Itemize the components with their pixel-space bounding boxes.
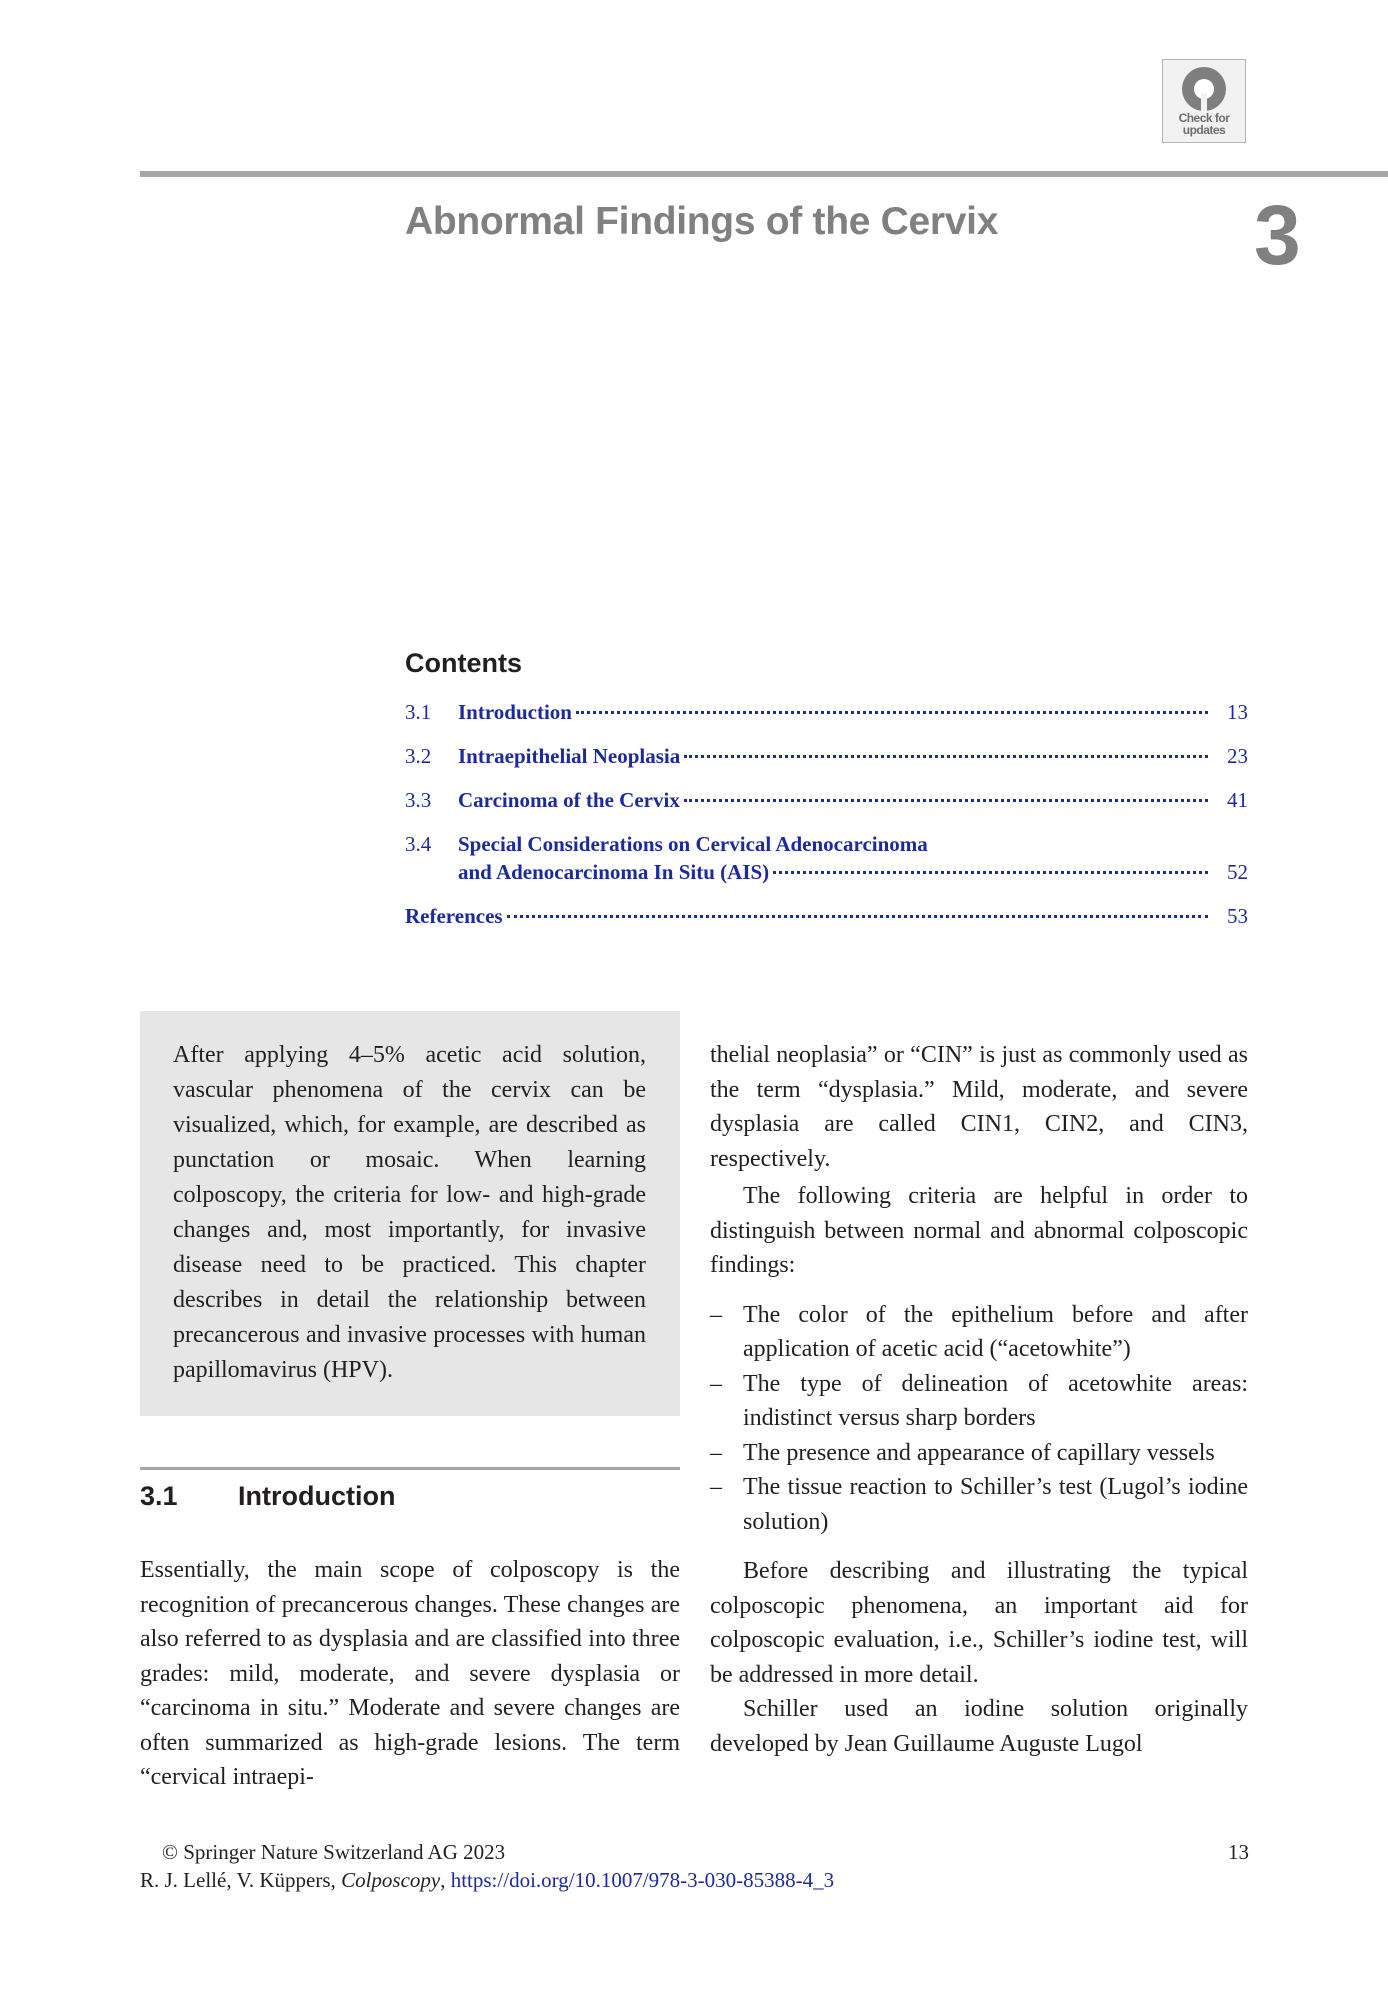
- toc-leader-dots: [576, 711, 1208, 714]
- bullet-dash: –: [710, 1474, 722, 1500]
- toc-leader-dots: [684, 799, 1208, 802]
- section-rule: [140, 1467, 680, 1470]
- citation-book-title: Colposcopy: [341, 1868, 441, 1892]
- body-paragraph: Schiller used an iodine solution originally developed by Jean Guillaume Auguste Lugol: [710, 1696, 1248, 1757]
- list-item: – The tissue reaction to Schiller’s test (Lugol’s iodine solution): [710, 1470, 1248, 1539]
- section-title: Introduction: [238, 1481, 396, 1511]
- chapter-number: 3: [1254, 188, 1301, 282]
- right-column-body: [710, 1038, 1248, 1761]
- toc-references-page: 53: [1227, 904, 1248, 928]
- toc-leader-dots: [507, 915, 1208, 918]
- toc-entry-3-4[interactable]: [405, 830, 1248, 886]
- toc-entry-number: 3.1: [405, 700, 432, 724]
- toc-entry-number: 3.2: [405, 744, 432, 768]
- list-item: – The color of the epithelium before and after application of acetic acid (“acetowhite”): [710, 1298, 1248, 1367]
- toc-leader-dots: [773, 871, 1208, 874]
- footer-citation: [140, 1868, 834, 1893]
- toc-entry-title: Intraepithelial Neoplasia: [458, 744, 681, 768]
- toc-entry-number: 3.4: [405, 832, 432, 856]
- footer-copyright: © Springer Nature Switzerland AG 2023: [162, 1840, 506, 1864]
- toc-entry-page: 52: [1227, 860, 1248, 884]
- doi-link[interactable]: https://doi.org/10.1007/978-3-030-85388-4_3: [450, 1868, 835, 1892]
- toc-entry-page: 41: [1227, 788, 1248, 812]
- toc-references-title: References: [405, 904, 503, 928]
- left-column-body: [140, 1553, 680, 1795]
- bullet-dash: –: [710, 1439, 722, 1466]
- body-paragraph: The following criteria are helpful in order to distinguish between normal and abnormal colposcopic findings:: [710, 1183, 1248, 1278]
- criteria-list: [710, 1298, 1248, 1540]
- body-paragraph: Essentially, the main scope of colposcopy is the recognition of precancerous changes. These changes are also referred to as dysplasia and are classified into three grades: mild, moderate, and severe dysplasia or “carcinoma in situ.” Moderate and severe changes are often summarized as high-grade lesions. The term “cervical intraepi-: [140, 1557, 680, 1790]
- abstract-box: [140, 1011, 680, 1416]
- contents-heading: Contents: [405, 648, 522, 678]
- bullet-dash: –: [710, 1370, 722, 1397]
- toc-entry-title-line2: and Adenocarcinoma In Situ (AIS): [458, 860, 770, 884]
- badge-line1: Check for: [1178, 111, 1230, 125]
- toc-entry-number: 3.3: [405, 788, 432, 812]
- badge-line2: updates: [1182, 123, 1226, 137]
- toc-entry-title: Introduction: [458, 700, 572, 724]
- toc-entry-title: Carcinoma of the Cervix: [458, 788, 680, 812]
- section-number: 3.1: [140, 1481, 178, 1511]
- chapter-title: Abnormal Findings of the Cervix: [405, 200, 999, 243]
- body-paragraph: Before describing and illustrating the typical colposcopic phenomena, an important aid for colposcopic evaluation, i.e., Schiller’s iodine test, will be addressed in more detail.: [710, 1558, 1248, 1688]
- check-for-updates-icon: [1182, 67, 1226, 111]
- citation-separator: ,: [440, 1868, 451, 1892]
- list-item: – The presence and appearance of capillary vessels: [710, 1436, 1248, 1471]
- check-for-updates-badge[interactable]: [1162, 59, 1246, 143]
- citation-authors: R. J. Lellé, V. Küppers,: [140, 1868, 342, 1892]
- footer-page-number: 13: [1228, 1840, 1249, 1864]
- abstract-text: After applying 4–5% acetic acid solution, vascular phenomena of the cervix can be visualized, which, for example, are described as punctation or mosaic. When learning colposcopy, the criteria for low- and high-grade changes and, most importantly, for invasive disease need to be practiced. This chapter describes in detail the relationship between precancerous and invasive processes with human papillomavirus (HPV).: [173, 1042, 646, 1383]
- chapter-top-rule: [140, 171, 1388, 177]
- toc-leader-dots: [684, 755, 1208, 758]
- toc-entry-title-line1: Special Considerations on Cervical Adenocarcinoma: [458, 832, 928, 856]
- toc-entry-page: 13: [1227, 700, 1248, 724]
- body-paragraph: thelial neoplasia” or “CIN” is just as commonly used as the term “dysplasia.” Mild, moderate, and severe dysplasia are called CIN1, CIN2, and CIN3, respectively.: [710, 1042, 1248, 1172]
- bullet-dash: –: [710, 1301, 722, 1328]
- list-item: – The type of delineation of acetowhite areas: indistinct versus sharp borders: [710, 1367, 1248, 1436]
- toc-entry-page: 23: [1227, 744, 1248, 768]
